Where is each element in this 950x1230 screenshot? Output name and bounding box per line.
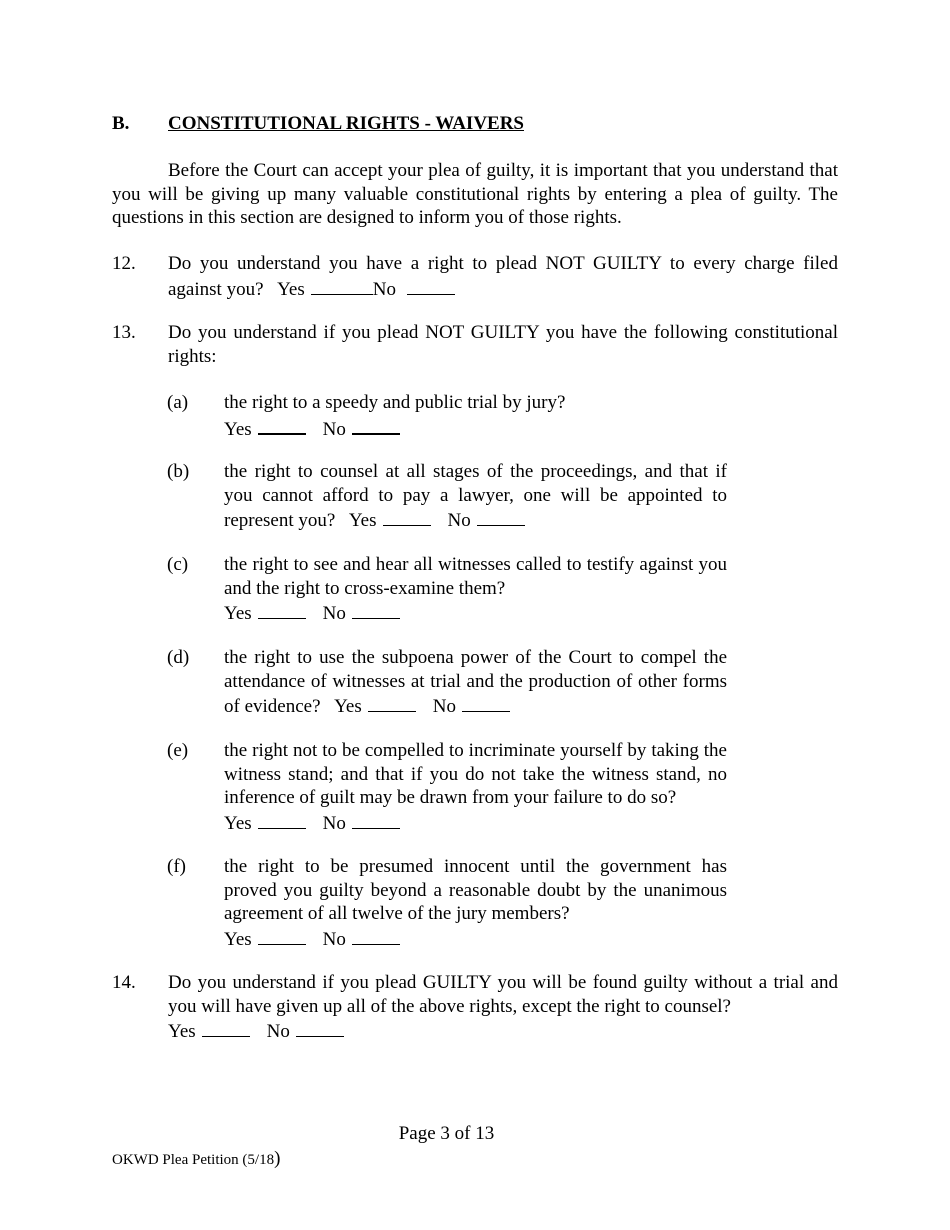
form-name-paren: ) — [274, 1148, 281, 1169]
no-label: No — [372, 278, 396, 300]
yes-label: Yes — [348, 510, 377, 531]
right-item-b — [167, 460, 727, 533]
question-12 — [112, 252, 838, 301]
page-number: Page 3 of 13 — [398, 1123, 495, 1144]
yes-label: Yes — [224, 418, 252, 440]
item-text: the right to a speedy and public trial by jury? — [224, 392, 566, 413]
question-number: 12. — [112, 253, 136, 274]
item-label: (b) — [167, 461, 190, 482]
yes-answer-blank[interactable] — [311, 276, 373, 295]
no-label: No — [447, 510, 471, 531]
right-item-f — [167, 855, 727, 951]
item-label: (a) — [167, 392, 189, 413]
no-answer-blank[interactable] — [462, 693, 510, 712]
no-answer-blank[interactable] — [352, 415, 400, 435]
question-text: Do you understand if you plead GUILTY you will be found guilty without a trial and you will have given up all of the above rights, except the right to counsel? — [168, 972, 838, 1017]
no-answer-blank[interactable] — [477, 507, 525, 526]
form-name: OKWD Plea Petition (5/18 — [112, 1152, 275, 1168]
yes-answer-blank[interactable] — [258, 415, 306, 435]
yes-label: Yes — [334, 696, 362, 717]
item-text: the right not to be compelled to incriminate yourself by taking the witness stand; and that if you do not take the witness stand, no inference of guilt may be drawn from your failure to do so? — [224, 740, 727, 808]
item-text: the right to see and hear all witnesses called to testify against you and the right to cross-examine them? — [224, 554, 727, 599]
question-14 — [112, 971, 838, 1044]
yes-label: Yes — [224, 812, 252, 834]
item-text: the right to be presumed innocent until the government has proved you guilty beyond a reasonable doubt by the unanimous agreement of all twelve of the jury members? — [224, 856, 727, 924]
no-label: No — [322, 418, 346, 440]
yes-answer-blank[interactable] — [258, 926, 306, 945]
form-identifier — [112, 1147, 280, 1173]
no-label: No — [322, 603, 346, 624]
no-answer-blank[interactable] — [352, 810, 400, 829]
yes-label: Yes — [224, 603, 252, 624]
right-item-c — [167, 553, 727, 626]
no-label: No — [322, 812, 346, 834]
item-label: (c) — [167, 554, 189, 575]
yes-label: Yes — [224, 928, 252, 950]
no-answer-blank[interactable] — [352, 600, 400, 619]
no-answer-blank[interactable] — [352, 926, 400, 945]
question-number: 14. — [112, 972, 136, 993]
no-label: No — [432, 696, 456, 717]
right-item-e — [167, 739, 727, 835]
question-text: Do you understand you have a right to plead NOT GUILTY to every charge filed against you? — [168, 253, 838, 300]
yes-answer-blank[interactable] — [258, 810, 306, 829]
right-item-a — [167, 391, 727, 441]
yes-answer-blank[interactable] — [258, 600, 306, 619]
yes-answer-blank[interactable] — [368, 693, 416, 712]
no-label: No — [266, 1021, 290, 1042]
section-heading — [112, 112, 852, 136]
no-answer-blank[interactable] — [407, 276, 455, 295]
item-label: (f) — [167, 856, 186, 877]
item-text: the right to use the subpoena power of the Court to compel the attendance of witnesses at trial and the production of other forms of evidence? — [224, 647, 727, 717]
yes-label: Yes — [277, 278, 305, 300]
yes-label: Yes — [168, 1021, 196, 1042]
section-title: CONSTITUTIONAL RIGHTS - WAIVERS — [168, 113, 524, 134]
item-label: (d) — [167, 647, 190, 668]
item-label: (e) — [167, 740, 189, 761]
yes-answer-blank[interactable] — [202, 1018, 250, 1037]
no-label: No — [322, 928, 346, 950]
right-item-d — [167, 646, 727, 719]
item-text: the right to counsel at all stages of the proceedings, and that if you cannot afford to pay a lawyer, one will be appointed to represent you? — [224, 461, 727, 531]
intro-paragraph: Before the Court can accept your plea of guilty, it is important that you understand that you will be giving up many valuable constitutional rights by entering a plea of guilty. The questions in this section are designed to inform you of those rights. — [112, 160, 838, 228]
question-number: 13. — [112, 322, 136, 343]
yes-answer-blank[interactable] — [383, 507, 431, 526]
question-13 — [112, 321, 838, 368]
question-text: Do you understand if you plead NOT GUILTY you have the following constitutional rights: — [168, 322, 838, 367]
section-letter: B. — [112, 113, 130, 134]
no-answer-blank[interactable] — [296, 1018, 344, 1037]
